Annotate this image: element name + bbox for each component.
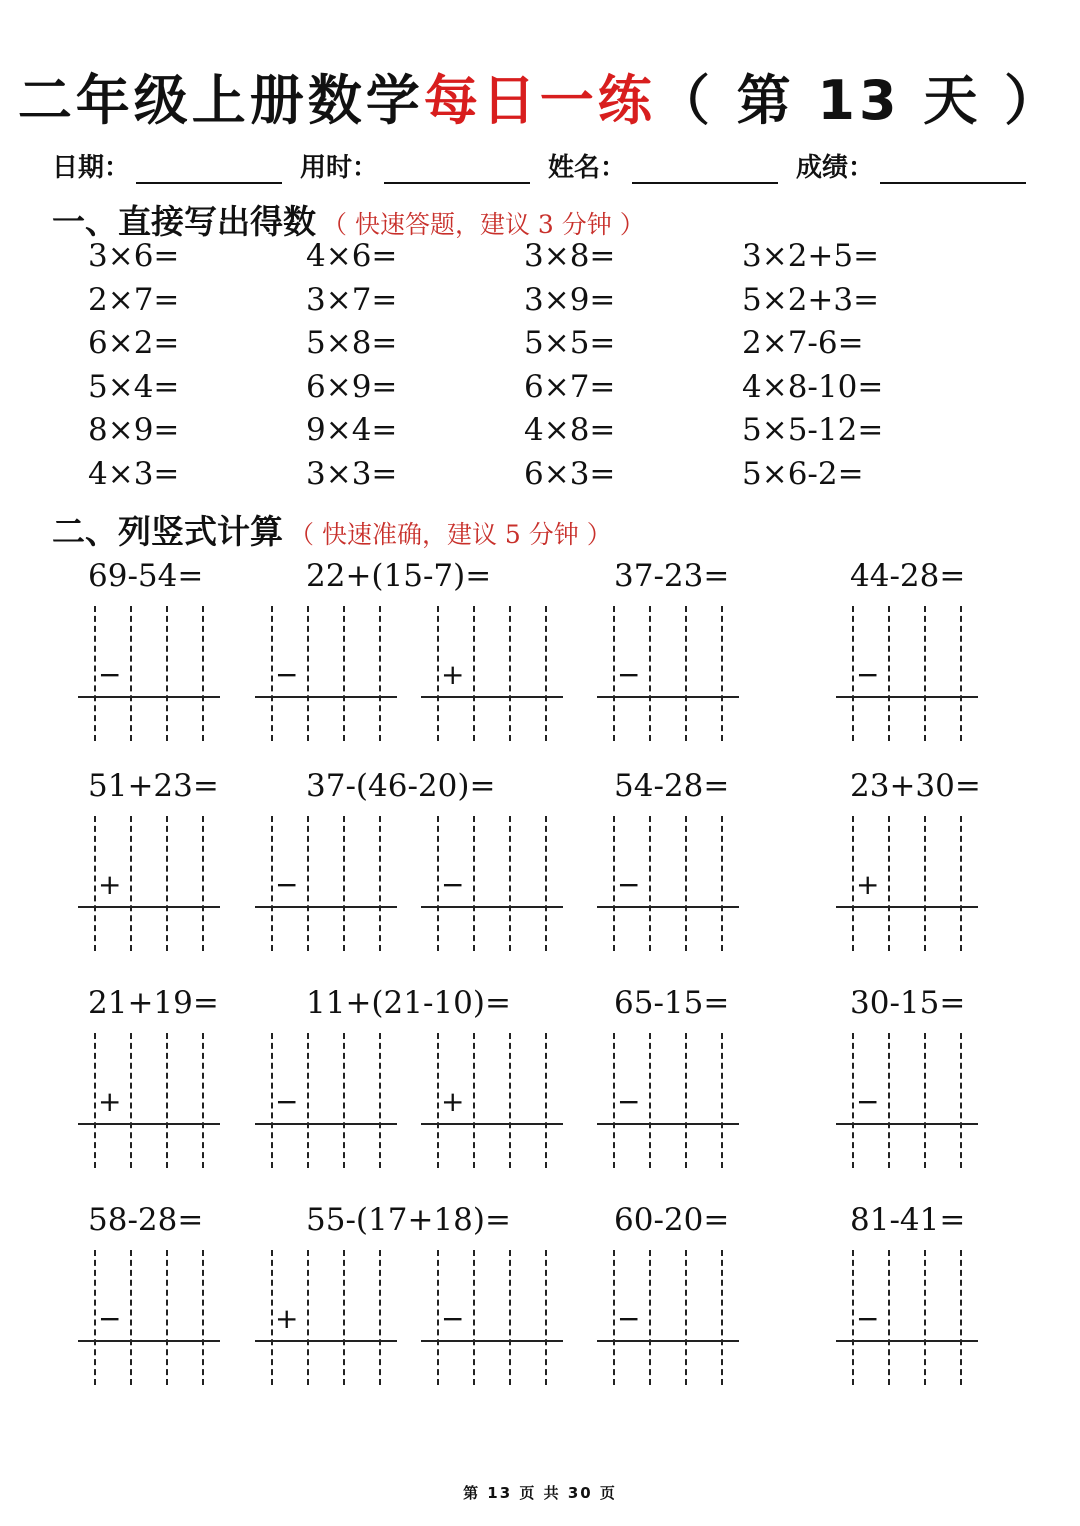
grid-result-line bbox=[78, 696, 220, 698]
grid-dashed-line bbox=[307, 816, 309, 951]
grid-result-line bbox=[836, 1340, 978, 1342]
vertical-work-grid[interactable] bbox=[78, 816, 220, 951]
grid-dashed-line bbox=[166, 816, 168, 951]
vertical-work-grid[interactable] bbox=[421, 816, 563, 951]
vertical-work-grid[interactable] bbox=[255, 606, 397, 741]
vertical-expression: 60-20= bbox=[614, 1202, 730, 1238]
vertical-work-grid[interactable] bbox=[78, 1250, 220, 1385]
grid-dashed-line bbox=[545, 1250, 547, 1385]
operator-sign: + bbox=[441, 658, 465, 691]
grid-dashed-line bbox=[130, 1250, 132, 1385]
operator-sign: − bbox=[98, 1302, 122, 1335]
grid-result-line bbox=[597, 696, 739, 698]
vertical-work-grid[interactable] bbox=[78, 1033, 220, 1168]
grid-dashed-line bbox=[888, 1250, 890, 1385]
grid-result-line bbox=[421, 696, 563, 698]
vertical-work-grid[interactable] bbox=[836, 816, 978, 951]
grid-dashed-line bbox=[613, 1033, 615, 1168]
date-label: 日期： bbox=[52, 153, 131, 183]
vertical-work-grid[interactable] bbox=[78, 606, 220, 741]
time-blank[interactable] bbox=[384, 152, 530, 184]
grid-dashed-line bbox=[545, 816, 547, 951]
name-label: 姓名： bbox=[548, 153, 627, 183]
grid-dashed-line bbox=[649, 606, 651, 741]
operator-sign: + bbox=[275, 1302, 299, 1335]
operator-sign: − bbox=[856, 658, 880, 691]
operator-sign: − bbox=[617, 868, 641, 901]
grid-dashed-line bbox=[94, 606, 96, 741]
oral-problem: 6×7= bbox=[524, 368, 616, 405]
vertical-work-grid[interactable] bbox=[255, 1250, 397, 1385]
operator-sign: − bbox=[441, 868, 465, 901]
vertical-expression: 30-15= bbox=[850, 985, 966, 1021]
grid-dashed-line bbox=[960, 606, 962, 741]
grid-dashed-line bbox=[343, 1033, 345, 1168]
oral-problem: 6×2= bbox=[88, 325, 180, 361]
page-footer: 第 13 页 共 30 页 bbox=[463, 1484, 617, 1502]
operator-sign: + bbox=[98, 868, 122, 901]
grid-dashed-line bbox=[271, 606, 273, 741]
section-vertical-heading: 二、列竖式计算 bbox=[52, 512, 283, 551]
grid-dashed-line bbox=[685, 1250, 687, 1385]
operator-sign: − bbox=[275, 1085, 299, 1118]
grid-result-line bbox=[421, 1340, 563, 1342]
operator-sign: − bbox=[98, 658, 122, 691]
vertical-work-grid[interactable] bbox=[597, 816, 739, 951]
oral-problem: 9×4= bbox=[306, 412, 398, 448]
oral-problem: 6×9= bbox=[306, 368, 398, 405]
grid-dashed-line bbox=[960, 1250, 962, 1385]
name-field[interactable] bbox=[548, 146, 778, 184]
section-oral-hint: （ 快速答题，建议 3 分钟 ） bbox=[322, 210, 645, 239]
grid-dashed-line bbox=[888, 816, 890, 951]
grid-dashed-line bbox=[202, 1250, 204, 1385]
grid-result-line bbox=[597, 906, 739, 908]
grid-result-line bbox=[597, 1123, 739, 1125]
vertical-expression: 69-54= bbox=[88, 558, 204, 594]
score-field[interactable] bbox=[796, 146, 1026, 184]
grid-dashed-line bbox=[852, 1033, 854, 1168]
grid-dashed-line bbox=[721, 1033, 723, 1168]
grid-dashed-line bbox=[473, 1033, 475, 1168]
grid-dashed-line bbox=[437, 606, 439, 741]
vertical-work-grid[interactable] bbox=[836, 606, 978, 741]
vertical-work-grid[interactable] bbox=[597, 1033, 739, 1168]
grid-dashed-line bbox=[685, 1033, 687, 1168]
operator-sign: − bbox=[617, 1085, 641, 1118]
oral-problem: 5×4= bbox=[88, 368, 180, 405]
vertical-work-grid[interactable] bbox=[836, 1033, 978, 1168]
oral-problem: 4×6= bbox=[306, 238, 398, 274]
time-field[interactable] bbox=[300, 146, 530, 184]
grid-result-line bbox=[255, 906, 397, 908]
grid-dashed-line bbox=[721, 816, 723, 951]
oral-problem: 4×3= bbox=[88, 455, 180, 492]
operator-sign: + bbox=[856, 868, 880, 901]
grid-dashed-line bbox=[649, 1033, 651, 1168]
grid-result-line bbox=[78, 1340, 220, 1342]
grid-dashed-line bbox=[924, 816, 926, 951]
section-oral-heading: 一、直接写出得数 bbox=[52, 202, 316, 241]
grid-dashed-line bbox=[509, 1033, 511, 1168]
operator-sign: − bbox=[617, 658, 641, 691]
grid-result-line bbox=[255, 1340, 397, 1342]
grid-dashed-line bbox=[271, 1250, 273, 1385]
oral-problem: 2×7-6= bbox=[742, 325, 864, 361]
grid-dashed-line bbox=[852, 606, 854, 741]
vertical-expression: 21+19= bbox=[88, 985, 219, 1021]
grid-result-line bbox=[255, 696, 397, 698]
oral-problem: 3×2+5= bbox=[742, 238, 880, 274]
info-line bbox=[52, 146, 1032, 186]
grid-result-line bbox=[255, 1123, 397, 1125]
oral-problem: 3×7= bbox=[306, 281, 398, 318]
grid-result-line bbox=[836, 696, 978, 698]
grid-dashed-line bbox=[721, 1250, 723, 1385]
grid-dashed-line bbox=[437, 1033, 439, 1168]
vertical-work-grid[interactable] bbox=[421, 1250, 563, 1385]
grid-result-line bbox=[421, 1123, 563, 1125]
grid-dashed-line bbox=[437, 816, 439, 951]
vertical-expression: 37-23= bbox=[614, 558, 730, 594]
grid-dashed-line bbox=[130, 1033, 132, 1168]
grid-dashed-line bbox=[685, 606, 687, 741]
operator-sign: − bbox=[441, 1302, 465, 1335]
vertical-expression: 81-41= bbox=[850, 1202, 966, 1238]
grid-dashed-line bbox=[130, 816, 132, 951]
oral-problem: 3×3= bbox=[306, 455, 398, 492]
grid-dashed-line bbox=[888, 1033, 890, 1168]
grid-dashed-line bbox=[307, 1033, 309, 1168]
grid-dashed-line bbox=[379, 1033, 381, 1168]
grid-dashed-line bbox=[130, 606, 132, 741]
grid-dashed-line bbox=[888, 606, 890, 741]
grid-dashed-line bbox=[545, 1033, 547, 1168]
vertical-expression: 51+23= bbox=[88, 768, 219, 804]
vertical-expression: 11+(21-10)= bbox=[306, 985, 511, 1021]
grid-dashed-line bbox=[343, 1250, 345, 1385]
grid-dashed-line bbox=[271, 1033, 273, 1168]
grid-dashed-line bbox=[924, 1250, 926, 1385]
grid-dashed-line bbox=[852, 1250, 854, 1385]
grid-dashed-line bbox=[509, 1250, 511, 1385]
grid-dashed-line bbox=[166, 606, 168, 741]
grid-dashed-line bbox=[202, 1033, 204, 1168]
vertical-expression: 44-28= bbox=[850, 558, 966, 594]
operator-sign: + bbox=[441, 1085, 465, 1118]
grid-dashed-line bbox=[343, 606, 345, 741]
operator-sign: − bbox=[617, 1302, 641, 1335]
section-vertical-hint: （ 快速准确，建议 5 分钟 ） bbox=[289, 520, 612, 549]
grid-dashed-line bbox=[166, 1033, 168, 1168]
grid-dashed-line bbox=[343, 816, 345, 951]
grid-dashed-line bbox=[509, 606, 511, 741]
oral-problem: 3×9= bbox=[524, 281, 616, 318]
grid-dashed-line bbox=[613, 1250, 615, 1385]
grid-dashed-line bbox=[94, 1250, 96, 1385]
vertical-work-grid[interactable] bbox=[597, 606, 739, 741]
operator-sign: + bbox=[98, 1085, 122, 1118]
vertical-work-grid[interactable] bbox=[255, 816, 397, 951]
vertical-work-grid[interactable] bbox=[421, 1033, 563, 1168]
oral-problem: 5×2+3= bbox=[742, 281, 880, 318]
grid-dashed-line bbox=[924, 1033, 926, 1168]
vertical-work-grid[interactable] bbox=[597, 1250, 739, 1385]
operator-sign: − bbox=[856, 1302, 880, 1335]
grid-dashed-line bbox=[94, 816, 96, 951]
grid-dashed-line bbox=[960, 1033, 962, 1168]
grid-dashed-line bbox=[202, 816, 204, 951]
oral-problem: 4×8-10= bbox=[742, 368, 884, 405]
page-title bbox=[0, 58, 1080, 135]
vertical-expression: 23+30= bbox=[850, 768, 981, 804]
score-blank[interactable] bbox=[880, 152, 1026, 184]
grid-dashed-line bbox=[473, 606, 475, 741]
grid-dashed-line bbox=[721, 606, 723, 741]
grid-dashed-line bbox=[473, 1250, 475, 1385]
grid-dashed-line bbox=[852, 816, 854, 951]
vertical-work-grid[interactable] bbox=[255, 1033, 397, 1168]
vertical-work-grid[interactable] bbox=[421, 606, 563, 741]
grid-dashed-line bbox=[166, 1250, 168, 1385]
time-label: 用时： bbox=[300, 153, 379, 183]
grid-dashed-line bbox=[649, 1250, 651, 1385]
grid-dashed-line bbox=[613, 606, 615, 741]
title-main: 二年级上册数学 bbox=[17, 69, 424, 132]
grid-result-line bbox=[836, 1123, 978, 1125]
grid-dashed-line bbox=[473, 816, 475, 951]
vertical-expression: 55-(17+18)= bbox=[306, 1202, 511, 1238]
oral-problem: 2×7= bbox=[88, 281, 180, 318]
grid-dashed-line bbox=[379, 606, 381, 741]
grid-dashed-line bbox=[924, 606, 926, 741]
title-highlight: 每日一练 bbox=[423, 69, 656, 132]
name-blank[interactable] bbox=[632, 152, 778, 184]
grid-dashed-line bbox=[379, 1250, 381, 1385]
oral-problem: 8×9= bbox=[88, 412, 180, 448]
grid-dashed-line bbox=[509, 816, 511, 951]
operator-sign: − bbox=[275, 868, 299, 901]
operator-sign: − bbox=[275, 658, 299, 691]
grid-dashed-line bbox=[202, 606, 204, 741]
vertical-expression: 37-(46-20)= bbox=[306, 768, 496, 804]
grid-dashed-line bbox=[271, 816, 273, 951]
grid-dashed-line bbox=[379, 816, 381, 951]
grid-result-line bbox=[421, 906, 563, 908]
oral-problem: 5×5= bbox=[524, 325, 616, 361]
grid-dashed-line bbox=[307, 606, 309, 741]
vertical-expression: 58-28= bbox=[88, 1202, 204, 1238]
vertical-expression: 22+(15-7)= bbox=[306, 558, 492, 594]
date-blank[interactable] bbox=[136, 152, 282, 184]
title-day: （ 第 13 天 ） bbox=[655, 69, 1063, 132]
operator-sign: − bbox=[856, 1085, 880, 1118]
oral-problem: 4×8= bbox=[524, 412, 616, 448]
grid-dashed-line bbox=[94, 1033, 96, 1168]
grid-dashed-line bbox=[437, 1250, 439, 1385]
grid-dashed-line bbox=[649, 816, 651, 951]
section-oral-title bbox=[52, 196, 645, 243]
score-label: 成绩： bbox=[796, 153, 875, 183]
oral-problem: 5×8= bbox=[306, 325, 398, 361]
oral-problem: 5×6-2= bbox=[742, 455, 864, 492]
grid-dashed-line bbox=[545, 606, 547, 741]
grid-result-line bbox=[78, 906, 220, 908]
oral-problem: 3×8= bbox=[524, 238, 616, 274]
grid-dashed-line bbox=[960, 816, 962, 951]
vertical-expression: 54-28= bbox=[614, 768, 730, 804]
oral-problem: 5×5-12= bbox=[742, 412, 884, 448]
section-vertical-title bbox=[52, 506, 612, 553]
oral-problem: 3×6= bbox=[88, 238, 180, 274]
grid-result-line bbox=[78, 1123, 220, 1125]
grid-dashed-line bbox=[613, 816, 615, 951]
grid-result-line bbox=[597, 1340, 739, 1342]
date-field[interactable] bbox=[52, 146, 282, 184]
grid-dashed-line bbox=[307, 1250, 309, 1385]
vertical-work-grid[interactable] bbox=[836, 1250, 978, 1385]
oral-problem: 6×3= bbox=[524, 455, 616, 492]
vertical-expression: 65-15= bbox=[614, 985, 730, 1021]
grid-dashed-line bbox=[685, 816, 687, 951]
grid-result-line bbox=[836, 906, 978, 908]
